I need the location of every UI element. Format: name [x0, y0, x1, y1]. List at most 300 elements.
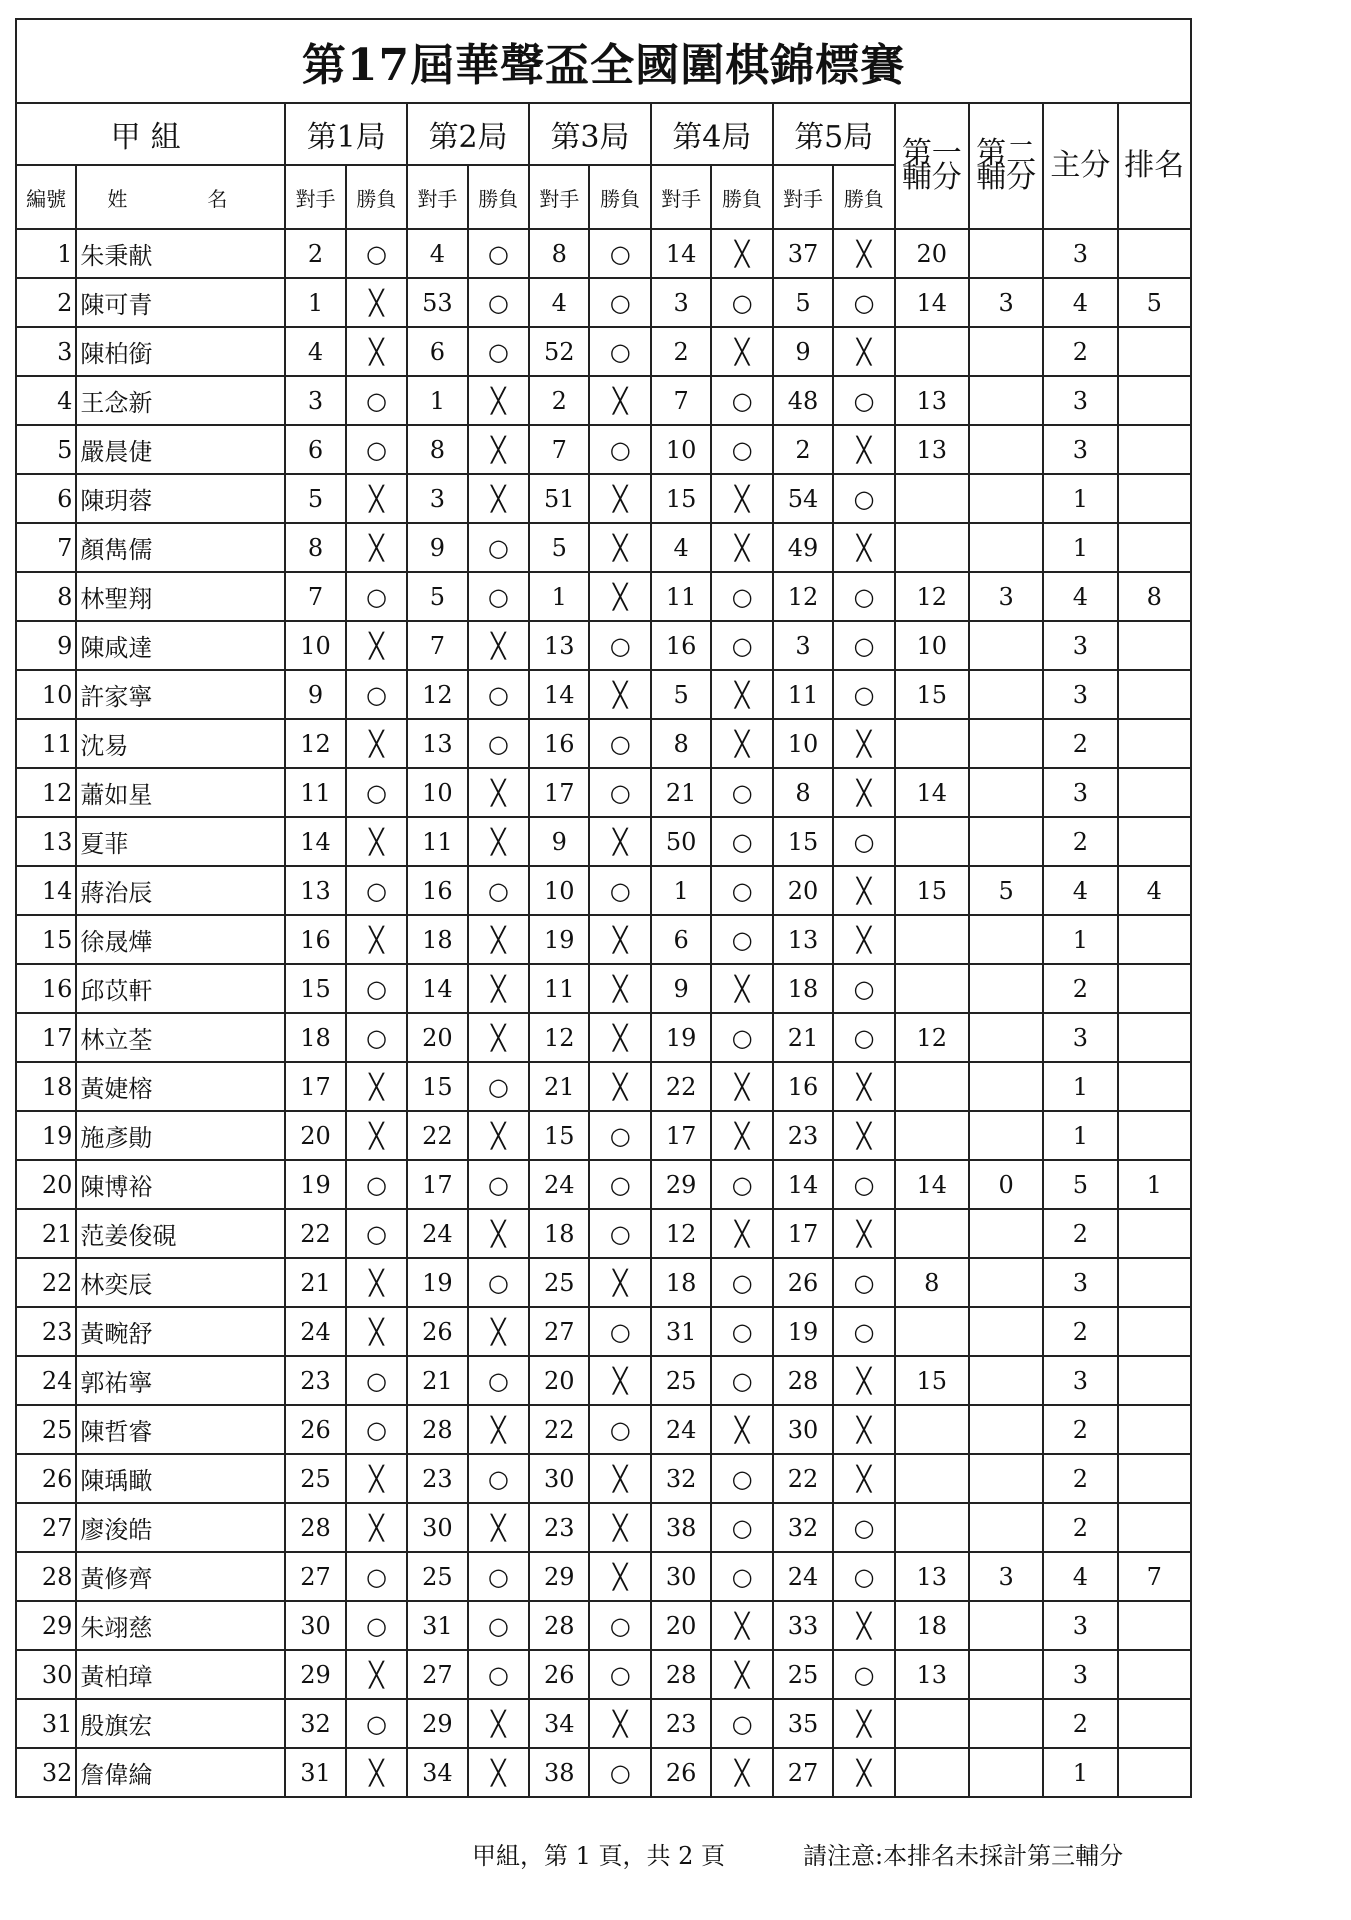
opponent-cell: 34 [407, 1748, 467, 1797]
aux1-cell: 10 [895, 621, 969, 670]
player-number: 26 [16, 1454, 76, 1503]
win-mark: ○ [589, 1111, 651, 1160]
opponent-cell: 5 [773, 278, 833, 327]
win-mark: ○ [711, 1160, 773, 1209]
opponent-cell: 12 [285, 719, 345, 768]
loss-mark: ╳ [833, 229, 895, 278]
loss-mark: ╳ [833, 768, 895, 817]
opponent-cell: 49 [773, 523, 833, 572]
aux2-cell [969, 474, 1043, 523]
loss-mark: ╳ [589, 1356, 651, 1405]
main-score-header: 主分 [1043, 103, 1117, 229]
aux2-cell [969, 1748, 1043, 1797]
opponent-cell: 20 [285, 1111, 345, 1160]
opponent-cell: 32 [651, 1454, 711, 1503]
opponent-cell: 7 [529, 425, 589, 474]
loss-mark: ╳ [711, 1062, 773, 1111]
table-row [16, 278, 1191, 327]
table-row [16, 1258, 1191, 1307]
rank-cell [1118, 719, 1191, 768]
opponent-cell: 18 [773, 964, 833, 1013]
opponent-cell: 3 [651, 278, 711, 327]
aux1-cell [895, 719, 969, 768]
opponent-cell: 19 [651, 1013, 711, 1062]
opponent-cell: 21 [651, 768, 711, 817]
opponent-cell: 10 [285, 621, 345, 670]
opponent-cell: 29 [285, 1650, 345, 1699]
loss-mark: ╳ [468, 915, 530, 964]
main-score-cell: 3 [1043, 1601, 1117, 1650]
win-mark: ○ [833, 1307, 895, 1356]
main-score-cell: 3 [1043, 621, 1117, 670]
win-mark: ○ [468, 523, 530, 572]
aux1-cell [895, 1503, 969, 1552]
round-1-header: 第1局 [285, 103, 407, 165]
opponent-cell: 20 [529, 1356, 589, 1405]
rank-cell [1118, 817, 1191, 866]
aux2-cell [969, 425, 1043, 474]
opponent-cell: 4 [651, 523, 711, 572]
opponent-cell: 28 [529, 1601, 589, 1650]
loss-mark: ╳ [833, 1111, 895, 1160]
opponent-cell: 18 [285, 1013, 345, 1062]
aux2-cell [969, 1356, 1043, 1405]
player-number: 4 [16, 376, 76, 425]
win-mark: ○ [711, 376, 773, 425]
loss-mark: ╳ [346, 474, 408, 523]
opponent-cell: 15 [407, 1062, 467, 1111]
player-name: 許家寧 [76, 670, 285, 719]
opponent-cell: 5 [651, 670, 711, 719]
rank-cell [1118, 523, 1191, 572]
table-row [16, 719, 1191, 768]
opponent-cell: 16 [651, 621, 711, 670]
rank-cell [1118, 1013, 1191, 1062]
opponent-cell: 24 [285, 1307, 345, 1356]
win-mark: ○ [346, 1013, 408, 1062]
aux2-cell: 3 [969, 1552, 1043, 1601]
loss-mark: ╳ [468, 376, 530, 425]
table-row [16, 670, 1191, 719]
opponent-cell: 11 [651, 572, 711, 621]
opponent-cell: 38 [651, 1503, 711, 1552]
win-mark: ○ [711, 572, 773, 621]
loss-mark: ╳ [833, 1601, 895, 1650]
player-number: 9 [16, 621, 76, 670]
opponent-cell: 1 [651, 866, 711, 915]
player-number: 19 [16, 1111, 76, 1160]
loss-mark: ╳ [589, 964, 651, 1013]
table-row [16, 1209, 1191, 1258]
main-score-cell: 2 [1043, 1454, 1117, 1503]
win-mark: ○ [833, 1013, 895, 1062]
loss-mark: ╳ [711, 1601, 773, 1650]
opponent-cell: 15 [285, 964, 345, 1013]
opponent-cell: 13 [285, 866, 345, 915]
main-score-cell: 4 [1043, 572, 1117, 621]
opponent-cell: 23 [407, 1454, 467, 1503]
player-number: 31 [16, 1699, 76, 1748]
player-name: 陳咸達 [76, 621, 285, 670]
opponent-cell: 20 [773, 866, 833, 915]
main-score-cell: 2 [1043, 327, 1117, 376]
name-header-part1: 姓 [107, 186, 128, 211]
win-mark: ○ [833, 670, 895, 719]
aux2-cell [969, 1454, 1043, 1503]
player-name: 殷旗宏 [76, 1699, 285, 1748]
rank-cell [1118, 964, 1191, 1013]
aux1-cell: 14 [895, 278, 969, 327]
rank-cell [1118, 1601, 1191, 1650]
win-mark: ○ [711, 621, 773, 670]
main-score-cell: 2 [1043, 1405, 1117, 1454]
main-score-cell: 1 [1043, 1062, 1117, 1111]
opponent-cell: 10 [651, 425, 711, 474]
table-row [16, 327, 1191, 376]
aux2-cell [969, 1601, 1043, 1650]
opponent-cell: 10 [529, 866, 589, 915]
player-name: 陳瑀瞰 [76, 1454, 285, 1503]
aux1-cell [895, 1748, 969, 1797]
win-mark: ○ [589, 768, 651, 817]
opponent-cell: 29 [529, 1552, 589, 1601]
loss-mark: ╳ [833, 1748, 895, 1797]
win-mark: ○ [589, 425, 651, 474]
opponent-cell: 20 [407, 1013, 467, 1062]
loss-mark: ╳ [346, 1062, 408, 1111]
aux1-cell [895, 1307, 969, 1356]
result-header: 勝負 [833, 165, 895, 229]
opponent-cell: 13 [773, 915, 833, 964]
player-name: 郭祐寧 [76, 1356, 285, 1405]
win-mark: ○ [711, 278, 773, 327]
table-row [16, 1307, 1191, 1356]
rank-cell: 4 [1118, 866, 1191, 915]
rank-cell [1118, 1209, 1191, 1258]
table-row [16, 866, 1191, 915]
win-mark: ○ [833, 1650, 895, 1699]
opponent-cell: 22 [407, 1111, 467, 1160]
aux1-cell [895, 1209, 969, 1258]
rank-cell [1118, 376, 1191, 425]
opponent-header: 對手 [285, 165, 345, 229]
opponent-cell: 17 [773, 1209, 833, 1258]
opponent-cell: 53 [407, 278, 467, 327]
table-row [16, 768, 1191, 817]
win-mark: ○ [468, 1356, 530, 1405]
win-mark: ○ [833, 278, 895, 327]
opponent-cell: 5 [529, 523, 589, 572]
group-label: 甲組 [16, 103, 285, 165]
player-name: 范姜俊硯 [76, 1209, 285, 1258]
result-header: 勝負 [711, 165, 773, 229]
opponent-cell: 2 [651, 327, 711, 376]
opponent-cell: 17 [529, 768, 589, 817]
player-number: 1 [16, 229, 76, 278]
opponent-cell: 14 [651, 229, 711, 278]
win-mark: ○ [589, 1650, 651, 1699]
table-row [16, 817, 1191, 866]
player-name: 顏雋儒 [76, 523, 285, 572]
loss-mark: ╳ [468, 1503, 530, 1552]
loss-mark: ╳ [711, 1209, 773, 1258]
ranking-note: 請注意:本排名未採計第三輔分 [803, 1842, 1124, 1870]
table-row [16, 1601, 1191, 1650]
win-mark: ○ [711, 1454, 773, 1503]
opponent-header: 對手 [773, 165, 833, 229]
win-mark: ○ [711, 1307, 773, 1356]
opponent-cell: 8 [407, 425, 467, 474]
opponent-cell: 18 [407, 915, 467, 964]
loss-mark: ╳ [833, 1062, 895, 1111]
win-mark: ○ [833, 1552, 895, 1601]
main-score-cell: 3 [1043, 1258, 1117, 1307]
table-row [16, 376, 1191, 425]
win-mark: ○ [833, 964, 895, 1013]
loss-mark: ╳ [346, 278, 408, 327]
opponent-cell: 12 [773, 572, 833, 621]
player-number: 16 [16, 964, 76, 1013]
win-mark: ○ [468, 1552, 530, 1601]
player-rows [16, 229, 1191, 1797]
page-info: 甲組，第 1 頁，共 2 頁 [472, 1842, 726, 1870]
aux1-cell [895, 1062, 969, 1111]
opponent-cell: 32 [285, 1699, 345, 1748]
loss-mark: ╳ [589, 474, 651, 523]
opponent-cell: 1 [407, 376, 467, 425]
opponent-cell: 2 [529, 376, 589, 425]
opponent-cell: 50 [651, 817, 711, 866]
win-mark: ○ [468, 1454, 530, 1503]
round-2-header: 第2局 [407, 103, 529, 165]
win-mark: ○ [468, 572, 530, 621]
loss-mark: ╳ [346, 1503, 408, 1552]
main-score-cell: 2 [1043, 719, 1117, 768]
opponent-cell: 8 [529, 229, 589, 278]
opponent-cell: 34 [529, 1699, 589, 1748]
loss-mark: ╳ [833, 1699, 895, 1748]
player-number: 11 [16, 719, 76, 768]
loss-mark: ╳ [468, 768, 530, 817]
loss-mark: ╳ [589, 376, 651, 425]
opponent-cell: 16 [407, 866, 467, 915]
rank-cell [1118, 1650, 1191, 1699]
aux2-cell [969, 229, 1043, 278]
opponent-cell: 23 [651, 1699, 711, 1748]
main-score-cell: 1 [1043, 523, 1117, 572]
main-score-cell: 4 [1043, 866, 1117, 915]
aux2-cell: 0 [969, 1160, 1043, 1209]
opponent-cell: 19 [529, 915, 589, 964]
main-score-cell: 1 [1043, 1748, 1117, 1797]
table-row [16, 915, 1191, 964]
aux2-cell [969, 1062, 1043, 1111]
rank-cell [1118, 1258, 1191, 1307]
opponent-cell: 2 [285, 229, 345, 278]
win-mark: ○ [833, 474, 895, 523]
opponent-cell: 19 [407, 1258, 467, 1307]
player-number: 21 [16, 1209, 76, 1258]
main-score-cell: 1 [1043, 474, 1117, 523]
loss-mark: ╳ [346, 1111, 408, 1160]
opponent-cell: 1 [285, 278, 345, 327]
table-row [16, 1356, 1191, 1405]
player-name: 黃畹舒 [76, 1307, 285, 1356]
aux2-cell [969, 719, 1043, 768]
main-score-cell: 2 [1043, 1307, 1117, 1356]
player-number: 29 [16, 1601, 76, 1650]
opponent-cell: 51 [529, 474, 589, 523]
aux2-cell [969, 621, 1043, 670]
win-mark: ○ [711, 768, 773, 817]
player-number: 7 [16, 523, 76, 572]
win-mark: ○ [346, 1356, 408, 1405]
aux1-cell [895, 327, 969, 376]
aux2-cell: 3 [969, 278, 1043, 327]
player-number: 24 [16, 1356, 76, 1405]
opponent-cell: 25 [651, 1356, 711, 1405]
aux1-cell: 13 [895, 1552, 969, 1601]
opponent-cell: 14 [529, 670, 589, 719]
main-score-cell: 3 [1043, 376, 1117, 425]
player-number: 20 [16, 1160, 76, 1209]
name-header [76, 165, 285, 229]
opponent-cell: 27 [285, 1552, 345, 1601]
loss-mark: ╳ [711, 670, 773, 719]
loss-mark: ╳ [346, 817, 408, 866]
win-mark: ○ [346, 1601, 408, 1650]
aux1-cell: 12 [895, 572, 969, 621]
opponent-cell: 12 [407, 670, 467, 719]
win-mark: ○ [589, 278, 651, 327]
aux2-cell [969, 327, 1043, 376]
loss-mark: ╳ [346, 523, 408, 572]
rank-cell: 8 [1118, 572, 1191, 621]
player-name: 陳哲睿 [76, 1405, 285, 1454]
player-number: 12 [16, 768, 76, 817]
table-row [16, 474, 1191, 523]
win-mark: ○ [468, 278, 530, 327]
loss-mark: ╳ [833, 1405, 895, 1454]
rank-cell [1118, 1748, 1191, 1797]
loss-mark: ╳ [468, 817, 530, 866]
main-score-cell: 4 [1043, 278, 1117, 327]
aux2-cell [969, 1307, 1043, 1356]
table-row [16, 1650, 1191, 1699]
win-mark: ○ [468, 866, 530, 915]
player-number: 5 [16, 425, 76, 474]
table-row [16, 964, 1191, 1013]
loss-mark: ╳ [346, 621, 408, 670]
opponent-cell: 25 [285, 1454, 345, 1503]
loss-mark: ╳ [711, 474, 773, 523]
name-header-part2: 名 [207, 186, 228, 211]
opponent-cell: 26 [773, 1258, 833, 1307]
player-name: 蕭如星 [76, 768, 285, 817]
opponent-cell: 7 [285, 572, 345, 621]
loss-mark: ╳ [589, 1699, 651, 1748]
rank-cell: 7 [1118, 1552, 1191, 1601]
opponent-cell: 9 [773, 327, 833, 376]
win-mark: ○ [468, 1601, 530, 1650]
table-row [16, 1062, 1191, 1111]
main-score-cell: 3 [1043, 768, 1117, 817]
opponent-cell: 16 [285, 915, 345, 964]
win-mark: ○ [468, 327, 530, 376]
aux2-cell [969, 768, 1043, 817]
aux1-cell: 14 [895, 1160, 969, 1209]
aux2-cell [969, 376, 1043, 425]
opponent-cell: 54 [773, 474, 833, 523]
main-score-cell: 4 [1043, 1552, 1117, 1601]
win-mark: ○ [711, 866, 773, 915]
aux1-cell [895, 1405, 969, 1454]
player-name: 陳玥蓉 [76, 474, 285, 523]
win-mark: ○ [468, 229, 530, 278]
opponent-cell: 8 [651, 719, 711, 768]
opponent-cell: 23 [529, 1503, 589, 1552]
loss-mark: ╳ [589, 1552, 651, 1601]
opponent-cell: 16 [773, 1062, 833, 1111]
main-score-cell: 2 [1043, 1209, 1117, 1258]
aux2-cell [969, 915, 1043, 964]
aux1-cell: 15 [895, 1356, 969, 1405]
player-name: 朱秉献 [76, 229, 285, 278]
opponent-cell: 35 [773, 1699, 833, 1748]
opponent-cell: 7 [407, 621, 467, 670]
win-mark: ○ [468, 1062, 530, 1111]
table-row [16, 621, 1191, 670]
player-name: 沈易 [76, 719, 285, 768]
player-name: 夏菲 [76, 817, 285, 866]
win-mark: ○ [711, 1699, 773, 1748]
opponent-cell: 24 [773, 1552, 833, 1601]
aux1-cell: 13 [895, 425, 969, 474]
player-name: 陳博裕 [76, 1160, 285, 1209]
page-title: 第17屆華聲盃全國圍棋錦標賽 [16, 19, 1191, 103]
opponent-cell: 22 [651, 1062, 711, 1111]
loss-mark: ╳ [346, 1650, 408, 1699]
opponent-cell: 11 [285, 768, 345, 817]
rank-cell [1118, 1699, 1191, 1748]
loss-mark: ╳ [833, 719, 895, 768]
player-number: 17 [16, 1013, 76, 1062]
win-mark: ○ [711, 1503, 773, 1552]
loss-mark: ╳ [711, 1111, 773, 1160]
aux1-cell: 12 [895, 1013, 969, 1062]
opponent-header: 對手 [651, 165, 711, 229]
aux1-cell: 13 [895, 1650, 969, 1699]
win-mark: ○ [589, 621, 651, 670]
player-name: 嚴晨倢 [76, 425, 285, 474]
win-mark: ○ [589, 327, 651, 376]
opponent-cell: 32 [773, 1503, 833, 1552]
opponent-cell: 22 [529, 1405, 589, 1454]
win-mark: ○ [833, 376, 895, 425]
opponent-cell: 6 [651, 915, 711, 964]
rank-cell [1118, 1454, 1191, 1503]
opponent-cell: 1 [529, 572, 589, 621]
win-mark: ○ [833, 572, 895, 621]
loss-mark: ╳ [589, 572, 651, 621]
loss-mark: ╳ [589, 1013, 651, 1062]
round-4-header: 第4局 [651, 103, 773, 165]
opponent-cell: 30 [529, 1454, 589, 1503]
opponent-cell: 12 [529, 1013, 589, 1062]
player-name: 黃婕榕 [76, 1062, 285, 1111]
aux2-cell [969, 1503, 1043, 1552]
player-name: 蔣治辰 [76, 866, 285, 915]
